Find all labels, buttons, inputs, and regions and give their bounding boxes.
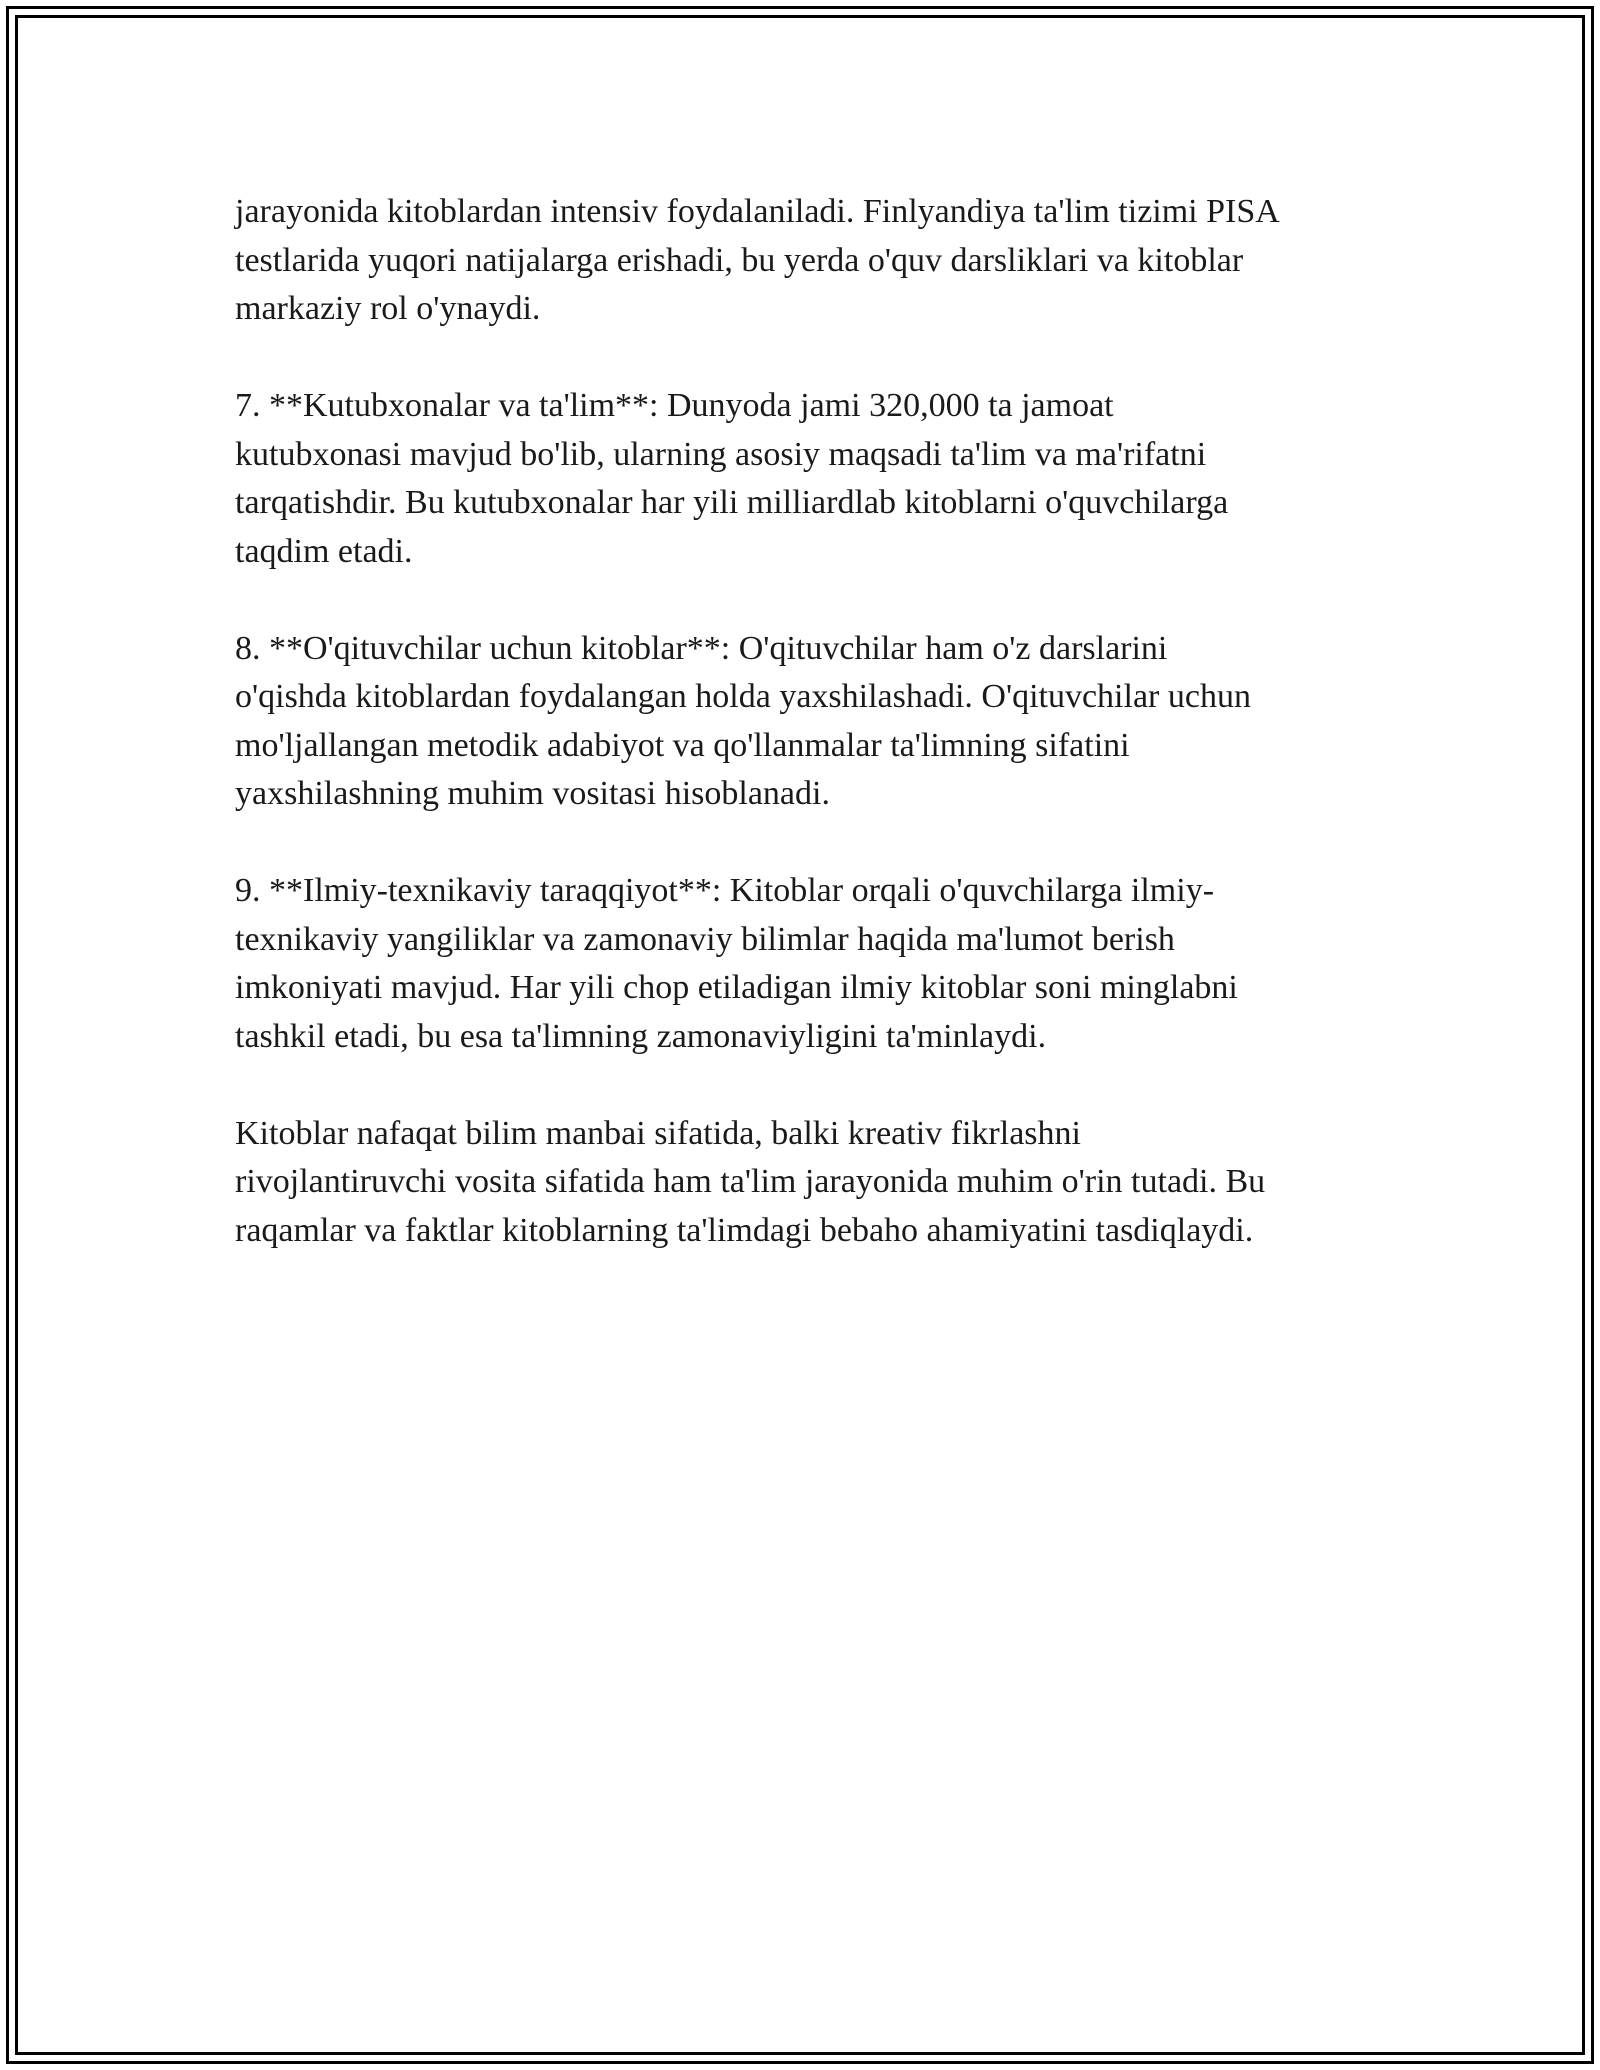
paragraph-continuation: jarayonida kitoblardan intensiv foydalaniladi. Finlyandiya ta'lim tizimi PISA testlarida yuqori natijalarga erishadi, bu yerda o'quv darsliklari va kitoblar markaziy rol o'ynaydi.: [235, 193, 1280, 327]
paragraph-item-7: 7. **Kutubxonalar va ta'lim**: Dunyoda jami 320,000 ta jamoat kutubxonasi mavjud bo'lib, ularning asosiy maqsadi ta'lim va ma'rifatni tarqatishdir. Bu kutubxonalar har yili milliardlab kitoblarni o'quvchilarga taqdim etadi.: [235, 387, 1229, 570]
paragraph-conclusion: Kitoblar nafaqat bilim manbai sifatida, balki kreativ fikrlashni rivojlantiruvchi vosita sifatida ham ta'lim jarayonida muhim o'rin tutadi. Bu raqamlar va faktlar kitoblarning ta'limdagi bebaho ahamiyatini tasdiqlaydi.: [235, 1114, 1266, 1249]
document-body: [235, 188, 1385, 1304]
paragraph-item-8: 8. **O'qituvchilar uchun kitoblar**: O'qituvchilar ham o'z darslarini o'qishda kitoblardan foydalangan holda yaxshilashadi. O'qituvchilar uchun mo'ljallangan metodik adabiyot va qo'llanmalar ta'limning sifatini yaxshilashning muhim vositasi hisoblanadi.: [235, 629, 1251, 812]
paragraph-item-9: 9. **Ilmiy-texnikaviy taraqqiyot**: Kitoblar orqali o'quvchilarga ilmiy- texnikaviy yangiliklar va zamonaviy bilimlar haqida ma'lumot berish imkoniyati mavjud. Har yili chop etiladigan ilmiy kitoblar soni minglabni tashkil etadi, bu esa ta'limning zamonaviyligini ta'minlaydi.: [235, 872, 1238, 1055]
